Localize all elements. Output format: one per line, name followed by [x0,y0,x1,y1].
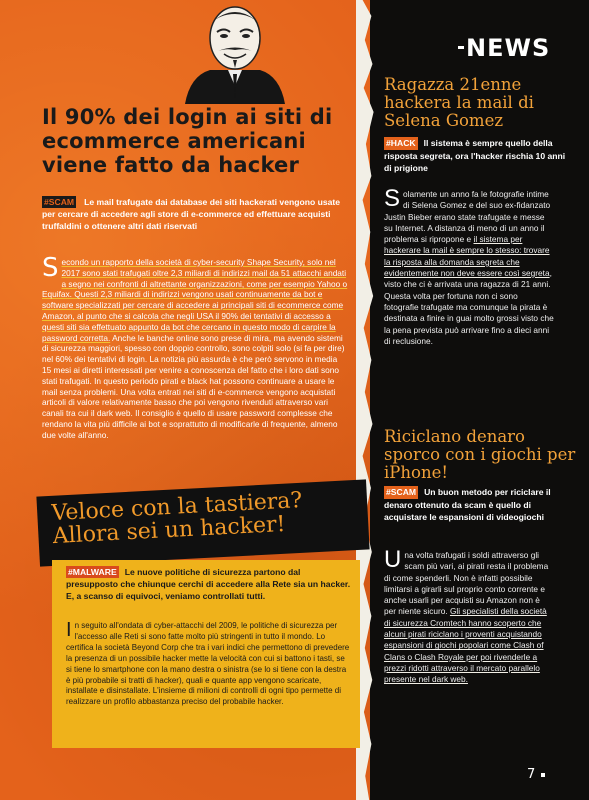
main-body-rest: Anche le banche online sono prese di mira, ma avendo sistemi di sicurezza maggiori, spesso con doppio controllo, sono colpiti solo (si fa per dire) nel 60% dei tentativi di login. La notizia più assurda è che però servono in media 15 mesi ai diretti interessati per venire a conoscenza del fatto che i loro dati sono stati trafugati. In questo periodo pirati e black hat possono continuare a usare le mail senza problemi. Una volta entrati nei siti di e-commerce vengono acquistati articoli di valore relativamente basso che poi vengono rivenduti attraverso vari canali tra cui il dark web. Il consiglio è quello di usare password complesse che rendano la vita più difficile ai bot e soprattutto di modificarle di frequente, almeno due volte all'anno. [42,332,345,440]
right-body-1a: olamente un anno fa le fotografie intime di Selena Gomez e del suo ex-fidanzato Justin Bieber erano state trafugate e messe su Internet. A distanza di meno di un anno il problema si ripropone e [384,189,551,245]
box-body-text: n seguito all'ondata di cyber-attacchi del 2009, le politiche di sicurezza per l'accesso alle Reti si sono fatte molto più stringenti in tutto il mondo. Lo certifica la società Beyond Corp che tra i vari indici che permettono di prevedere la presenza di un possibile hacker mette la velocità con cui si battono i tasti, se si tiene lo smartphone con la mano destra o sinistra (se lo si tiene con la destra è più probabile si tratti di hacker), quali e quante app vengono scaricate, installate e disinstallate. L'insieme di milioni di controlli di ogni tipo permette di realizzare un profilo abbastanza preciso del probabile hacker. [66,621,350,707]
box-article-body [66,621,350,708]
main-article-title: Il 90% dei login ai siti di ecommerce americani viene fatto da hacker [42,105,333,177]
right-article-2-headline: Riciclano denaro sporco con i giochi per iPhone! [384,427,576,482]
dropcap: I [66,619,72,641]
main-lead-text: Le mail trafugate dai database dei siti hackerati vengono usate per cercare di accedere agli store di e-commerce ed effettuare acquisti truffaldini o ottenere altri dati riservati [42,197,341,231]
dropcap: S [384,185,401,212]
scam-tag: #SCAM [386,487,417,497]
right-article-1-headline: Ragazza 21enne hackera la mail di Selena Gomez [384,75,534,130]
right-body-1-underlined: il sistema per hackerare la mail è sempre lo stesso: trovare la risposta alla domanda segreta che evidentemente non deve essere così segreta [384,234,550,279]
malware-tag: #MALWARE [68,567,117,577]
news-section-label: NEWS [466,34,576,62]
right-article-1-body [384,185,554,347]
box-article-lead [66,566,354,602]
right-article-2-body [384,546,554,686]
right-body-1b: , visto che ci è arrivata una ragazza di 21 anni. Questa volta per fortuna non ci sono fotografie trafugate ma comunque la pirata è destinata a finire in guai molto grossi visto che la pena prevista può arrivare fino a dieci anni di reclusione. [384,268,554,346]
page-number: 7 [527,767,545,782]
dropcap: U [384,546,402,573]
main-article-body [42,253,348,441]
scam-tag: #SCAM [44,197,75,207]
hack-tag: #HACK [386,138,416,148]
right-body-2a: na volta trafugati i soldi attraverso gli scam più vari, ai pirati resta il problema di come spenderli. Non è infatti possibile limitarsi a girarli sul proprio conto corrente e anche usarli per acquisti su Amazon non è per niente sicuro. [384,550,549,617]
box-lead-text: Le nuove politiche di sicurezza partono dal presupposto che chiunque cerchi di accedere alla Rete sia un hacker. E, a scanso di equivoci, veniamo controllati tutti. [66,567,351,601]
right-article-2-lead [384,486,574,524]
right-body-2-underlined: Gli specialisti della società di sicurezza Cromtech hanno scoperto che alcuni pirati riciclano i proventi acquistando espansioni di giochi popolari come Clash of Clans o Clash Royale per poi rivenderle a prezzi ridotti attraverso il mercato parallelo presente nel dark web. [384,606,547,685]
anonymous-mask-illustration [180,4,290,104]
main-article-lead [42,196,342,232]
right-lead-1-text: Il sistema è sempre quello della risposta segreta, ora l'hacker rischia 10 anni di prigione [384,138,566,173]
right-lead-2-text: Un buon metodo per riciclare il denaro ottenuto da scam è quello di acquistare le espansioni di videogiochi [384,487,551,522]
dropcap: S [42,253,59,283]
box-article-headline: Veloce con la tastiera? Allora sei un hacker! [50,488,303,550]
main-body-underlined: econdo un rapporto della società di cyber-security Shape Security, solo nel 2017 sono stati trafugati oltre 2,3 miliardi di indirizzi mail da 51 attacchi andati a segno nei confronti di altrettante organizzazioni, come per esempio Yahoo o Equifax. Questi 2,3 miliardi di indirizzi vengono usati continuamente da bot e software specializzati per cercare di accedere ai principali siti di ecommerce come Amazon, al punto che si calcola che negli USA il 90% dei tentativi di accesso a questi siti sia effettuato appunto da bot che cercano in questo modo di carpire la password corretta. [42,257,348,343]
right-article-1-lead [384,137,574,175]
